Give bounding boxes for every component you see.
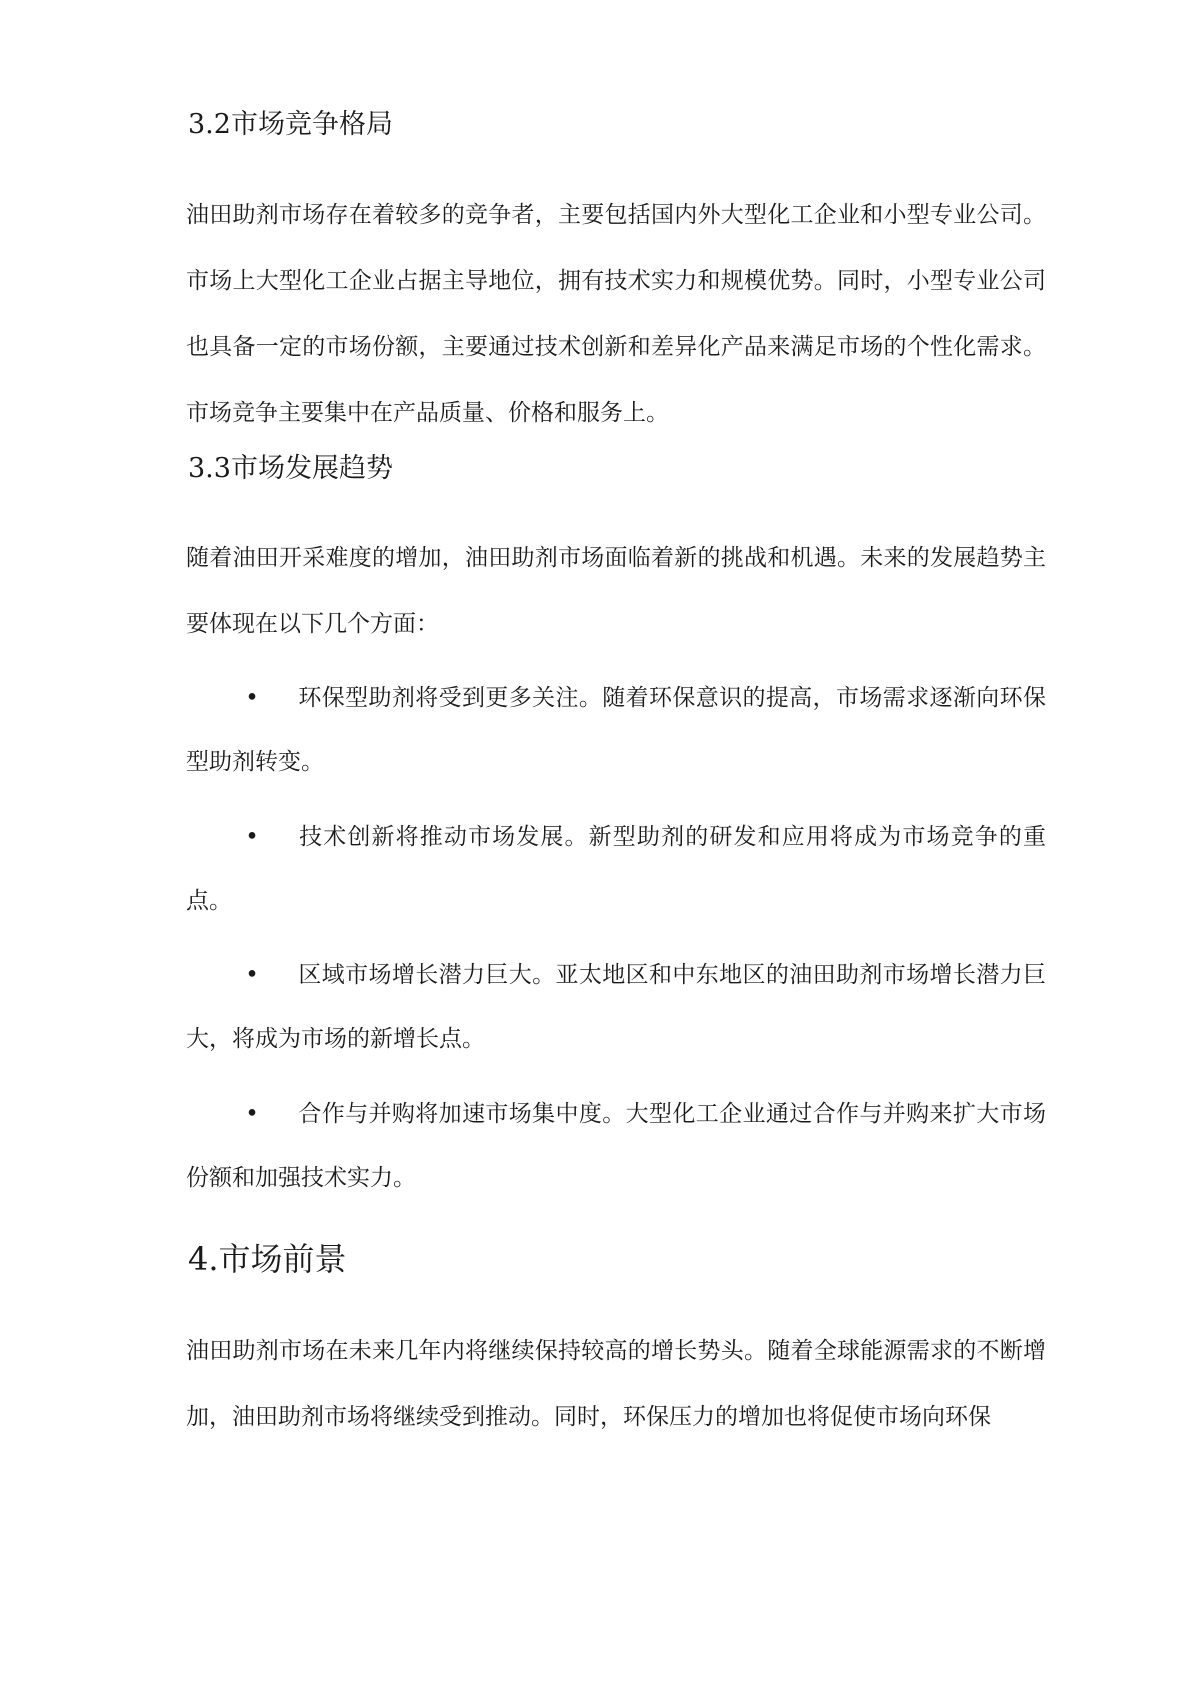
- list-item: [186, 805, 1046, 933]
- list-item-text: 合作与并购将加速市场集中度。大型化工企业通过合作与并购来扩大市场份额和加强技术实力。: [186, 1101, 1046, 1191]
- bullet-icon: •: [245, 962, 259, 988]
- list-item-text: 区域市场增长潜力巨大。亚太地区和中东地区的油田助剂市场增长潜力巨大，将成为市场的新增长点。: [186, 962, 1046, 1052]
- paragraph-market-outlook: 油田助剂市场在未来几年内将继续保持较高的增长势头。随着全球能源需求的不断增加，油田助剂市场将继续受到推动。同时，环保压力的增加也将促使市场向环保: [186, 1338, 1046, 1430]
- section-heading-3-3: 3.3市场发展趋势: [188, 453, 393, 484]
- section-heading-3-2: 3.2市场竞争格局: [188, 109, 393, 140]
- list-item: [186, 943, 1046, 1071]
- paragraph-market-competition: 油田助剂市场存在着较多的竞争者，主要包括国内外大型化工企业和小型专业公司。市场上大型化工企业占据主导地位，拥有技术实力和规模优势。同时，小型专业公司也具备一定的市场份额，主要通过技术创新和差异化产品来满足市场的个性化需求。市场竞争主要集中在产品质量、价格和服务上。: [186, 202, 1046, 426]
- list-item-text: 技术创新将推动市场发展。新型助剂的研发和应用将成为市场竞争的重点。: [186, 824, 1046, 914]
- list-item-text: 环保型助剂将受到更多关注。随着环保意识的提高，市场需求逐渐向环保型助剂转变。: [186, 685, 1046, 775]
- bullet-icon: •: [245, 824, 259, 850]
- bullet-icon: •: [245, 685, 259, 711]
- section-heading-4: 4.市场前景: [188, 1240, 347, 1278]
- paragraph-market-trends-intro: 随着油田开采难度的增加，油田助剂市场面临着新的挑战和机遇。未来的发展趋势主要体现在以下几个方面：: [186, 545, 1046, 637]
- list-item: [186, 1082, 1046, 1210]
- list-item: [186, 666, 1046, 794]
- bullet-icon: •: [245, 1101, 259, 1127]
